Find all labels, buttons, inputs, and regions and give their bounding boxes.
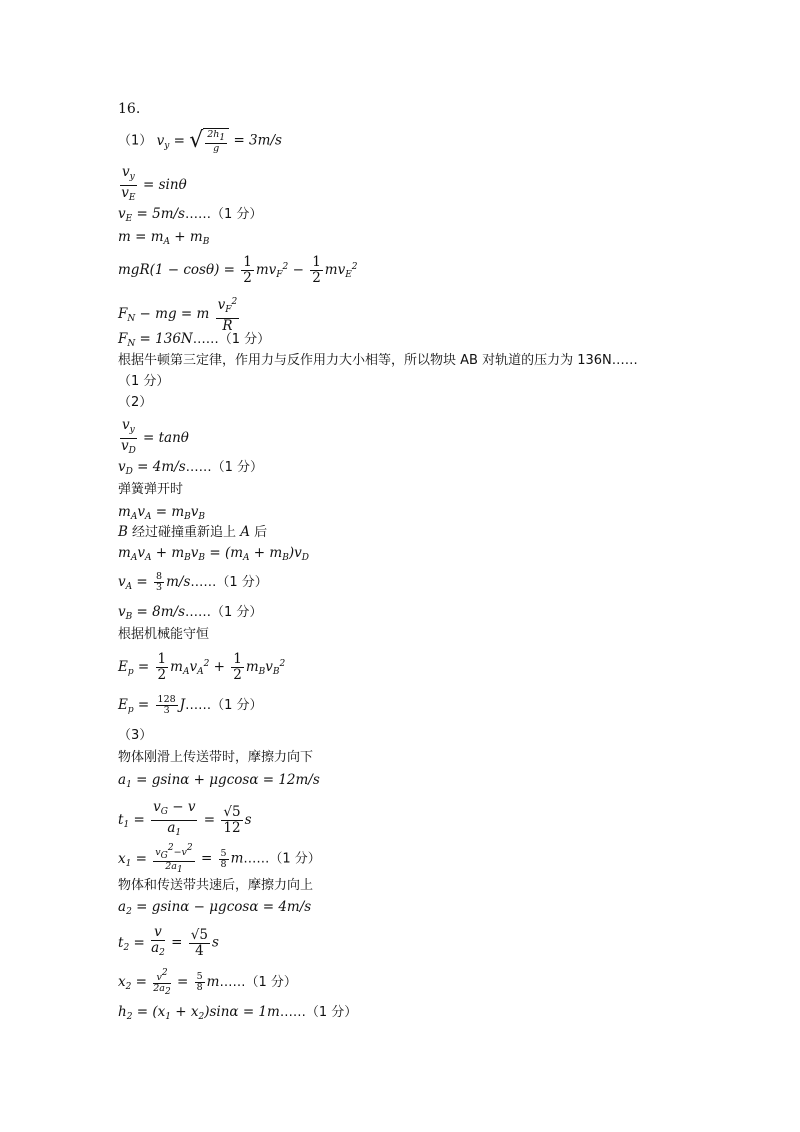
t1-equation: $t_1$ = $\frac{v_G - v}{a_1}$ = $\frac{√5}{12}$ s <box>118 799 252 838</box>
momentum-collision: $m_Av_A + m_Bv_B = (m_A + m_B)v_D$ <box>118 545 309 563</box>
a1-equation: $a_1 = gsin\alpha + \mu gcos\alpha = 12m/s$ <box>118 772 320 790</box>
vE-value: $v_E$ = 5m/s……（1 分） <box>118 206 263 224</box>
a2-equation: $a_2 = gsin\alpha - \mu gcos\alpha = 4m/s$ <box>118 899 312 917</box>
part1-label: （1） <box>118 133 153 149</box>
vy-vD-ratio: $\frac{v_y}{v_D}$ = tanθ <box>120 417 189 456</box>
sqrt-expression: √ $\frac{2h_1}{g}$ <box>189 128 229 154</box>
vB-value: $v_B$ = 8m/s……（1 分） <box>118 604 263 622</box>
t2-equation: $t_2$ = $\frac{v}{a_2}$ = $\frac{√5}{4}$ s <box>118 924 219 959</box>
x1-equation: $x_1$ = $\frac{v_G^2-v^2}{2a_1}$ = $\frac{5}{8}$ m……（1 分） <box>118 843 321 875</box>
energy-equation: mgR(1 − cosθ) = $\frac{1}{2}$ $mv_F^2$ − $\frac{1}{2}$ $mv_E^2$ <box>118 254 358 286</box>
vA-value: $v_A$ = $\frac{8}{3}$ m/s……（1 分） <box>118 571 268 593</box>
vy-equation: （1） $v_y$ = √ $\frac{2h_1}{g}$ = 3m/s <box>118 128 282 154</box>
vy-vE-ratio: $\frac{v_y}{v_E}$ = sinθ <box>121 164 187 203</box>
third-law-conclusion: 根据牛顿第三定律，作用力与反作用力大小相等，所以物块 AB 对轨道的压力为 136N…… <box>118 353 638 368</box>
part2-label: （2） <box>118 395 153 410</box>
vD-value: $v_D$ = 4m/s……（1 分） <box>118 459 264 477</box>
energy-conservation-text: 根据机械能守恒 <box>118 627 210 642</box>
Ep-value: $E_p$ = $\frac{128}{3}$ J……（1 分） <box>118 694 263 716</box>
x2-equation: $x_2$ = $\frac{v^2}{2a_2}$ = $\frac{5}{8}$ m……（1 分） <box>118 968 297 997</box>
FN-value: $F_N$ = 136N……（1 分） <box>118 331 271 349</box>
problem-number: 16. <box>118 101 141 117</box>
Ep-equation: $E_p$ = $\frac{1}{2}$ $m_Av_A^2$ + $\frac{1}{2}$ $m_Bv_B^2$ <box>118 651 286 683</box>
part3-label: （3） <box>118 728 153 743</box>
mass-sum: $m = m_A + m_B$ <box>118 229 210 247</box>
belt-common-speed-text: 物体和传送带共速后，摩擦力向上 <box>118 878 314 893</box>
newton-equation: $F_N$ − mg = m $\frac{v_F^2}{R}$ <box>118 297 238 334</box>
belt-initial-text: 物体刚滑上传送带时，摩擦力向下 <box>118 750 314 765</box>
h2-equation: $h_2 = (x_1 + x_2)\sin\alpha$ = 1m……（1 分） <box>118 1004 358 1022</box>
momentum-spring: $m_Av_A = m_Bv_B$ <box>118 504 206 522</box>
catchup-text: B 经过碰撞重新追上 A 后 <box>118 524 268 540</box>
conclusion-points: （1 分） <box>118 374 170 389</box>
spring-release-text: 弹簧弹开时 <box>118 482 184 497</box>
